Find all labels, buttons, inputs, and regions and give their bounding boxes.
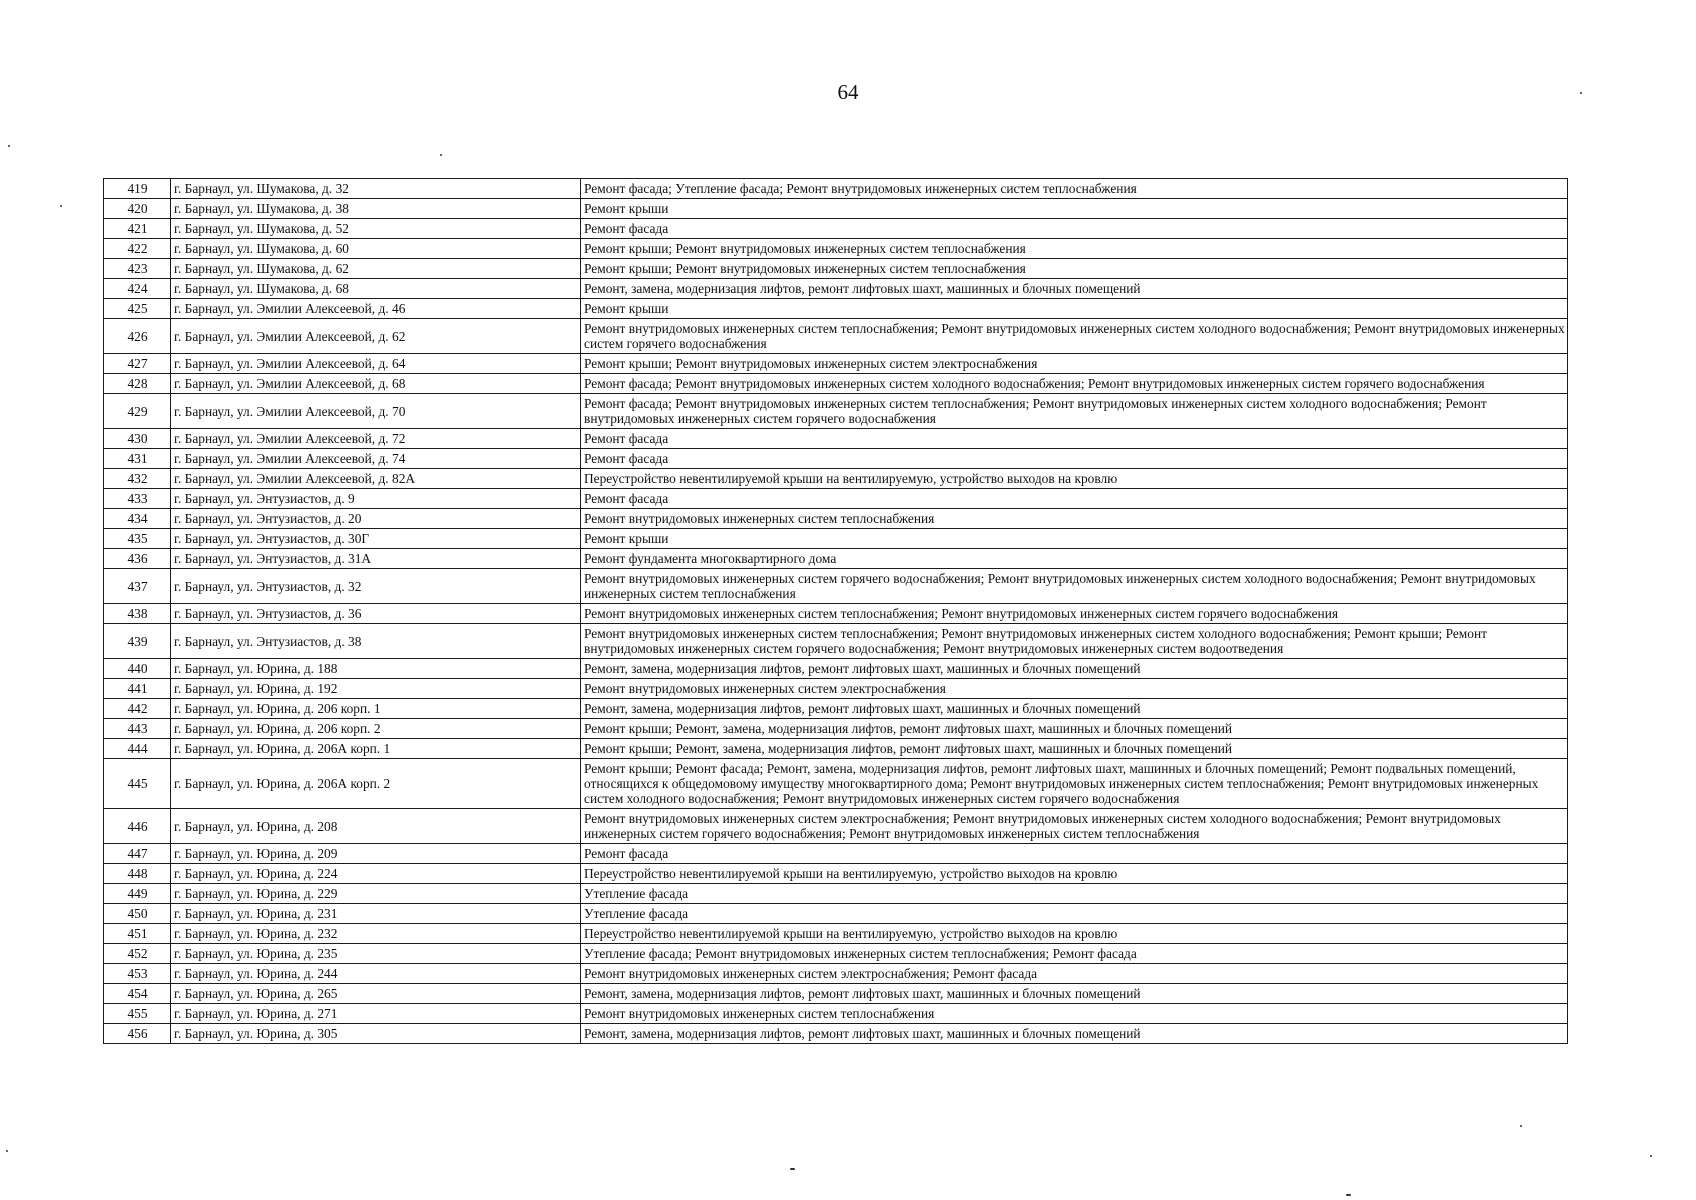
address-cell: г. Барнаул, ул. Юрина, д. 232 — [171, 924, 581, 944]
address-cell: г. Барнаул, ул. Юрина, д. 206А корп. 2 — [171, 759, 581, 809]
works-cell: Ремонт фасада — [581, 449, 1568, 469]
address-cell: г. Барнаул, ул. Шумакова, д. 38 — [171, 199, 581, 219]
scan-speck — [1580, 92, 1582, 94]
works-cell: Переустройство невентилируемой крыши на вентилируемую, устройство выходов на кровлю — [581, 864, 1568, 884]
address-cell: г. Барнаул, ул. Энтузиастов, д. 32 — [171, 569, 581, 604]
address-cell: г. Барнаул, ул. Эмилии Алексеевой, д. 70 — [171, 394, 581, 429]
row-number-cell: 440 — [104, 659, 171, 679]
table-row — [104, 699, 1568, 719]
table-row — [104, 884, 1568, 904]
works-cell: Ремонт внутридомовых инженерных систем электроснабжения; Ремонт фасада — [581, 964, 1568, 984]
row-number-cell: 433 — [104, 489, 171, 509]
works-cell: Ремонт фасада — [581, 844, 1568, 864]
works-cell: Ремонт крыши; Ремонт, замена, модернизация лифтов, ремонт лифтовых шахт, машинных и блочных помещений — [581, 719, 1568, 739]
address-cell: г. Барнаул, ул. Энтузиастов, д. 31А — [171, 549, 581, 569]
address-cell: г. Барнаул, ул. Эмилии Алексеевой, д. 74 — [171, 449, 581, 469]
row-number-cell: 450 — [104, 904, 171, 924]
row-number-cell: 444 — [104, 739, 171, 759]
address-cell: г. Барнаул, ул. Юрина, д. 188 — [171, 659, 581, 679]
table-row — [104, 719, 1568, 739]
table-row — [104, 239, 1568, 259]
address-cell: г. Барнаул, ул. Юрина, д. 192 — [171, 679, 581, 699]
works-cell: Ремонт, замена, модернизация лифтов, ремонт лифтовых шахт, машинных и блочных помещений — [581, 1024, 1568, 1044]
address-cell: г. Барнаул, ул. Эмилии Алексеевой, д. 68 — [171, 374, 581, 394]
address-cell: г. Барнаул, ул. Эмилии Алексеевой, д. 46 — [171, 299, 581, 319]
row-number-cell: 441 — [104, 679, 171, 699]
address-cell: г. Барнаул, ул. Юрина, д. 209 — [171, 844, 581, 864]
works-cell: Ремонт фасада; Утепление фасада; Ремонт внутридомовых инженерных систем теплоснабжения — [581, 179, 1568, 199]
row-number-cell: 422 — [104, 239, 171, 259]
table-row — [104, 904, 1568, 924]
works-cell: Ремонт крыши — [581, 299, 1568, 319]
works-cell: Ремонт внутридомовых инженерных систем электроснабжения — [581, 679, 1568, 699]
address-cell: г. Барнаул, ул. Эмилии Алексеевой, д. 64 — [171, 354, 581, 374]
table-row — [104, 844, 1568, 864]
table-row — [104, 259, 1568, 279]
works-cell: Ремонт крыши — [581, 529, 1568, 549]
table-row — [104, 354, 1568, 374]
table-row — [104, 809, 1568, 844]
table-row — [104, 199, 1568, 219]
row-number-cell: 446 — [104, 809, 171, 844]
address-cell: г. Барнаул, ул. Юрина, д. 206 корп. 2 — [171, 719, 581, 739]
table-row — [104, 469, 1568, 489]
table-row — [104, 944, 1568, 964]
address-cell: г. Барнаул, ул. Шумакова, д. 68 — [171, 279, 581, 299]
address-cell: г. Барнаул, ул. Энтузиастов, д. 30Г — [171, 529, 581, 549]
table-row — [104, 179, 1568, 199]
row-number-cell: 430 — [104, 429, 171, 449]
row-number-cell: 455 — [104, 1004, 171, 1024]
works-cell: Переустройство невентилируемой крыши на вентилируемую, устройство выходов на кровлю — [581, 924, 1568, 944]
page-number: 64 — [837, 80, 859, 104]
row-number-cell: 438 — [104, 604, 171, 624]
row-number-cell: 448 — [104, 864, 171, 884]
table-row — [104, 219, 1568, 239]
row-number-cell: 434 — [104, 509, 171, 529]
row-number-cell: 437 — [104, 569, 171, 604]
address-cell: г. Барнаул, ул. Шумакова, д. 62 — [171, 259, 581, 279]
row-number-cell: 429 — [104, 394, 171, 429]
table-row — [104, 374, 1568, 394]
table-row — [104, 924, 1568, 944]
works-cell: Ремонт, замена, модернизация лифтов, ремонт лифтовых шахт, машинных и блочных помещений — [581, 699, 1568, 719]
table-row — [104, 509, 1568, 529]
works-cell: Ремонт фасада — [581, 429, 1568, 449]
row-number-cell: 423 — [104, 259, 171, 279]
address-cell: г. Барнаул, ул. Эмилии Алексеевой, д. 82А — [171, 469, 581, 489]
address-cell: г. Барнаул, ул. Юрина, д. 231 — [171, 904, 581, 924]
works-cell: Ремонт крыши; Ремонт, замена, модернизация лифтов, ремонт лифтовых шахт, машинных и блочных помещений — [581, 739, 1568, 759]
address-cell: г. Барнаул, ул. Энтузиастов, д. 9 — [171, 489, 581, 509]
table-row — [104, 964, 1568, 984]
table-row — [104, 549, 1568, 569]
works-cell: Ремонт внутридомовых инженерных систем теплоснабжения; Ремонт внутридомовых инженерных систем холодного водоснабжения; Ремонт крыши; Ремонт внутридомовых инженерных систем горячего водоснабжения; Ремонт внутридомовых инженерных систем водоотведения — [581, 624, 1568, 659]
address-cell: г. Барнаул, ул. Энтузиастов, д. 20 — [171, 509, 581, 529]
address-cell: г. Барнаул, ул. Шумакова, д. 60 — [171, 239, 581, 259]
address-cell: г. Барнаул, ул. Юрина, д. 206А корп. 1 — [171, 739, 581, 759]
row-number-cell: 436 — [104, 549, 171, 569]
works-cell: Ремонт внутридомовых инженерных систем теплоснабжения; Ремонт внутридомовых инженерных систем горячего водоснабжения — [581, 604, 1568, 624]
works-cell: Ремонт крыши; Ремонт внутридомовых инженерных систем теплоснабжения — [581, 239, 1568, 259]
works-cell: Ремонт внутридомовых инженерных систем теплоснабжения — [581, 1004, 1568, 1024]
works-cell: Ремонт крыши; Ремонт фасада; Ремонт, замена, модернизация лифтов, ремонт лифтовых шахт, машинных и блочных помещений; Ремонт подвальных помещений, относящихся к общедомовому имуществу многоквартирного дома; Ремонт внутридомовых инженерных систем теплоснабжения; Ремонт внутридомовых инженерных систем холодного водоснабжения; Ремонт внутридомовых инженерных систем горячего водоснабжения — [581, 759, 1568, 809]
works-cell: Ремонт, замена, модернизация лифтов, ремонт лифтовых шахт, машинных и блочных помещений — [581, 279, 1568, 299]
row-number-cell: 431 — [104, 449, 171, 469]
row-number-cell: 432 — [104, 469, 171, 489]
table-row — [104, 429, 1568, 449]
row-number-cell: 439 — [104, 624, 171, 659]
row-number-cell: 447 — [104, 844, 171, 864]
scan-speck — [790, 1168, 795, 1170]
works-cell: Ремонт внутридомовых инженерных систем теплоснабжения — [581, 509, 1568, 529]
table-row — [104, 604, 1568, 624]
scan-speck — [6, 1150, 8, 1152]
row-number-cell: 453 — [104, 964, 171, 984]
works-cell: Ремонт фасада — [581, 489, 1568, 509]
table-row — [104, 679, 1568, 699]
address-cell: г. Барнаул, ул. Юрина, д. 235 — [171, 944, 581, 964]
row-number-cell: 456 — [104, 1024, 171, 1044]
row-number-cell: 449 — [104, 884, 171, 904]
works-cell: Ремонт, замена, модернизация лифтов, ремонт лифтовых шахт, машинных и блочных помещений — [581, 659, 1568, 679]
address-cell: г. Барнаул, ул. Юрина, д. 206 корп. 1 — [171, 699, 581, 719]
repair-works-table — [103, 178, 1568, 1044]
row-number-cell: 442 — [104, 699, 171, 719]
address-cell: г. Барнаул, ул. Шумакова, д. 52 — [171, 219, 581, 239]
works-cell: Утепление фасада; Ремонт внутридомовых инженерных систем теплоснабжения; Ремонт фасада — [581, 944, 1568, 964]
address-cell: г. Барнаул, ул. Юрина, д. 208 — [171, 809, 581, 844]
table-row — [104, 299, 1568, 319]
works-cell: Ремонт крыши; Ремонт внутридомовых инженерных систем теплоснабжения — [581, 259, 1568, 279]
row-number-cell: 426 — [104, 319, 171, 354]
works-cell: Ремонт фундамента многоквартирного дома — [581, 549, 1568, 569]
row-number-cell: 454 — [104, 984, 171, 1004]
address-cell: г. Барнаул, ул. Эмилии Алексеевой, д. 62 — [171, 319, 581, 354]
works-cell: Ремонт фасада; Ремонт внутридомовых инженерных систем холодного водоснабжения; Ремонт внутридомовых инженерных систем горячего водоснабжения — [581, 374, 1568, 394]
table-row — [104, 1004, 1568, 1024]
row-number-cell: 427 — [104, 354, 171, 374]
table-row — [104, 659, 1568, 679]
table-row — [104, 489, 1568, 509]
row-number-cell: 435 — [104, 529, 171, 549]
works-cell: Ремонт крыши; Ремонт внутридомовых инженерных систем электроснабжения — [581, 354, 1568, 374]
works-cell: Переустройство невентилируемой крыши на вентилируемую, устройство выходов на кровлю — [581, 469, 1568, 489]
works-cell: Утепление фасада — [581, 884, 1568, 904]
table-body — [104, 179, 1568, 1044]
table-row — [104, 394, 1568, 429]
works-cell: Ремонт фасада; Ремонт внутридомовых инженерных систем теплоснабжения; Ремонт внутридомовых инженерных систем холодного водоснабжения; Ремонт внутридомовых инженерных систем горячего водоснабжения — [581, 394, 1568, 429]
address-cell: г. Барнаул, ул. Юрина, д. 305 — [171, 1024, 581, 1044]
address-cell: г. Барнаул, ул. Шумакова, д. 32 — [171, 179, 581, 199]
scan-speck — [440, 154, 442, 156]
row-number-cell: 428 — [104, 374, 171, 394]
address-cell: г. Барнаул, ул. Юрина, д. 229 — [171, 884, 581, 904]
scan-speck — [1520, 1125, 1522, 1127]
row-number-cell: 419 — [104, 179, 171, 199]
table-row — [104, 279, 1568, 299]
scan-speck — [1346, 1194, 1351, 1196]
table-row — [104, 529, 1568, 549]
address-cell: г. Барнаул, ул. Юрина, д. 271 — [171, 1004, 581, 1024]
table-row — [104, 569, 1568, 604]
row-number-cell: 452 — [104, 944, 171, 964]
scan-speck — [1650, 1155, 1652, 1157]
row-number-cell: 445 — [104, 759, 171, 809]
table-row — [104, 759, 1568, 809]
works-cell: Утепление фасада — [581, 904, 1568, 924]
address-cell: г. Барнаул, ул. Энтузиастов, д. 36 — [171, 604, 581, 624]
scan-speck — [8, 145, 10, 147]
works-cell: Ремонт, замена, модернизация лифтов, ремонт лифтовых шахт, машинных и блочных помещений — [581, 984, 1568, 1004]
row-number-cell: 451 — [104, 924, 171, 944]
row-number-cell: 421 — [104, 219, 171, 239]
row-number-cell: 443 — [104, 719, 171, 739]
works-cell: Ремонт фасада — [581, 219, 1568, 239]
scan-speck — [60, 205, 62, 207]
table-row — [104, 319, 1568, 354]
address-cell: г. Барнаул, ул. Юрина, д. 244 — [171, 964, 581, 984]
table-row — [104, 449, 1568, 469]
table-row — [104, 864, 1568, 884]
works-cell: Ремонт внутридомовых инженерных систем электроснабжения; Ремонт внутридомовых инженерных систем холодного водоснабжения; Ремонт внутридомовых инженерных систем горячего водоснабжения; Ремонт внутридомовых инженерных систем теплоснабжения — [581, 809, 1568, 844]
row-number-cell: 424 — [104, 279, 171, 299]
table-row — [104, 624, 1568, 659]
address-cell: г. Барнаул, ул. Энтузиастов, д. 38 — [171, 624, 581, 659]
table-row — [104, 984, 1568, 1004]
row-number-cell: 420 — [104, 199, 171, 219]
row-number-cell: 425 — [104, 299, 171, 319]
table-row — [104, 1024, 1568, 1044]
address-cell: г. Барнаул, ул. Юрина, д. 224 — [171, 864, 581, 884]
works-cell: Ремонт крыши — [581, 199, 1568, 219]
address-cell: г. Барнаул, ул. Юрина, д. 265 — [171, 984, 581, 1004]
works-cell: Ремонт внутридомовых инженерных систем теплоснабжения; Ремонт внутридомовых инженерных систем холодного водоснабжения; Ремонт внутридомовых инженерных систем горячего водоснабжения — [581, 319, 1568, 354]
address-cell: г. Барнаул, ул. Эмилии Алексеевой, д. 72 — [171, 429, 581, 449]
works-cell: Ремонт внутридомовых инженерных систем горячего водоснабжения; Ремонт внутридомовых инженерных систем холодного водоснабжения; Ремонт внутридомовых инженерных систем теплоснабжения — [581, 569, 1568, 604]
table-row — [104, 739, 1568, 759]
